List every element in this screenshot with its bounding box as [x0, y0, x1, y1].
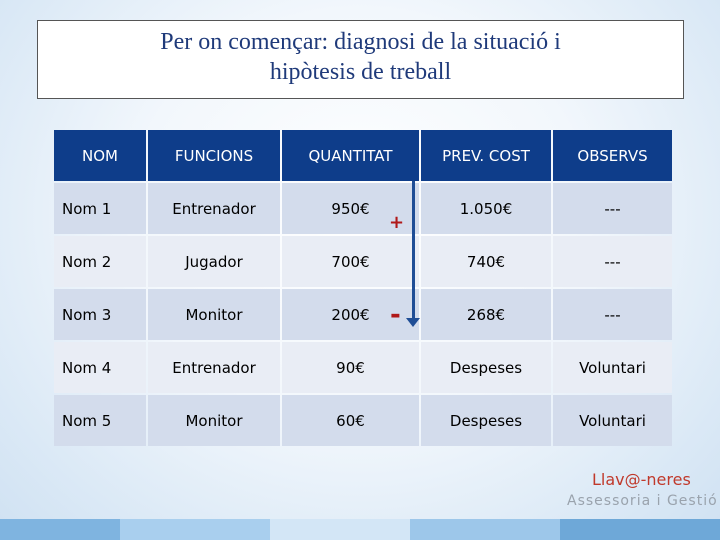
cell-observs: ---	[553, 236, 672, 287]
cell-funcions: Monitor	[148, 289, 280, 340]
table-row	[54, 183, 672, 234]
title-line-2: hipòtesis de treball	[269, 59, 452, 85]
cell-quantitat: 60€	[282, 395, 419, 446]
title-line-1: Per on començar: diagnosi de la situació i	[160, 29, 561, 55]
cell-observs: ---	[553, 289, 672, 340]
table-row	[54, 342, 672, 393]
cell-funcions: Entrenador	[148, 342, 280, 393]
cell-prev-cost: 268€	[421, 289, 551, 340]
bottom-decoration-bar	[0, 519, 720, 540]
cell-prev-cost: 740€	[421, 236, 551, 287]
plus-sign: +	[389, 212, 405, 233]
down-arrow-line	[412, 181, 415, 321]
cell-nom: Nom 3	[54, 289, 146, 340]
table-row	[54, 395, 672, 446]
cell-funcions: Entrenador	[148, 183, 280, 234]
cell-quantitat: 200€	[282, 289, 419, 340]
cell-funcions: Monitor	[148, 395, 280, 446]
header-prev-cost: PREV. COST	[421, 130, 551, 181]
slide-title	[37, 20, 684, 99]
cell-quantitat: 90€	[282, 342, 419, 393]
header-funcions: FUNCIONS	[148, 130, 280, 181]
cell-nom: Nom 1	[54, 183, 146, 234]
cell-prev-cost: 1.050€	[421, 183, 551, 234]
down-arrow-icon	[406, 318, 420, 327]
cell-funcions: Jugador	[148, 236, 280, 287]
cell-nom: Nom 5	[54, 395, 146, 446]
logo-tagline: Assessoria i Gestió	[567, 493, 718, 509]
budget-table	[52, 128, 674, 448]
header-observs: OBSERVS	[553, 130, 672, 181]
logo-name: Llav@-neres	[592, 470, 691, 489]
cell-observs: ---	[553, 183, 672, 234]
cell-nom: Nom 2	[54, 236, 146, 287]
table-row	[54, 289, 672, 340]
header-quantitat: QUANTITAT	[282, 130, 419, 181]
minus-sign: -	[390, 300, 401, 330]
table-row	[54, 236, 672, 287]
cell-nom: Nom 4	[54, 342, 146, 393]
cell-prev-cost: Despeses	[421, 342, 551, 393]
cell-observs: Voluntari	[553, 342, 672, 393]
table-header-row	[54, 130, 672, 181]
cell-quantitat: 700€	[282, 236, 419, 287]
cell-quantitat: 950€	[282, 183, 419, 234]
header-nom: NOM	[54, 130, 146, 181]
cell-prev-cost: Despeses	[421, 395, 551, 446]
cell-observs: Voluntari	[553, 395, 672, 446]
